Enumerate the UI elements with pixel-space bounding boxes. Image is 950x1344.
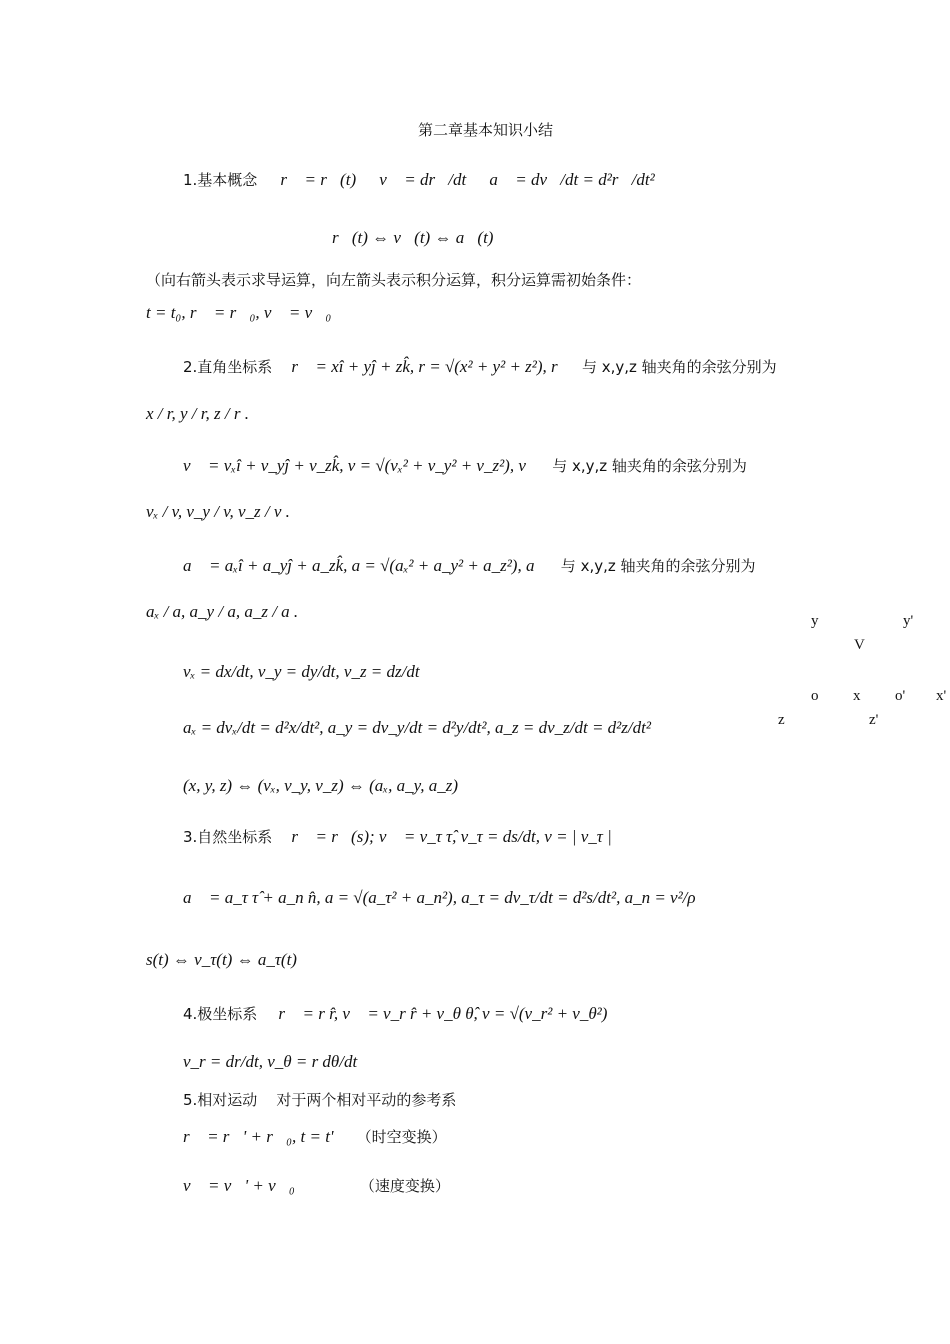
spacetime-transform: r⃗ = r⃗' + r⃗₀, t = t' xyxy=(183,1127,334,1146)
velocity-transform: v⃗ = v⃗' + v⃗₀ xyxy=(183,1176,295,1195)
initial-conditions: t = t₀, r⃗ = r⃗₀, v⃗ = v⃗₀ ） xyxy=(146,303,349,322)
velocity-transform-row xyxy=(183,1176,450,1196)
section-2-row xyxy=(183,357,777,377)
section-1-chain: r⃗(t) ⇔ v⃗(t) ⇔ a⃗(t) xyxy=(332,228,494,247)
polar-velocity: r⃗ = r r̂, v⃗ = v_r r̂ + v_θ θ̂, v = √(v_r² + v_θ²) xyxy=(278,1004,608,1023)
section-5-description: 对于两个相对平动的参考系 xyxy=(276,1091,457,1109)
position-cosine-text: 与 x,y,z 轴夹角的余弦分别为 xyxy=(581,358,777,376)
velocity-components: vₓ = dx/dt, v_y = dy/dt, v_z = dz/dt xyxy=(183,662,420,681)
acceleration-cosine-text: 与 x,y,z 轴夹角的余弦分别为 xyxy=(560,557,756,575)
velocity-direction-cosines: vₓ / v, v_y / v, v_z / v . xyxy=(146,502,290,521)
natural-coordinates-acceleration: a⃗ = a_τ τ̂ + a_n n̂, a = √(a_τ² + a_n²), a_τ = dv_τ/dt = d²s/dt², a_n = v²/ρ xyxy=(183,888,696,907)
origin-label-o: o xyxy=(811,688,819,704)
spacetime-transform-row xyxy=(183,1127,447,1147)
section-1-note: （向右箭头表示求导运算，向左箭头表示积分运算，积分运算需初始条件： xyxy=(146,271,642,289)
section-3-row xyxy=(183,827,612,847)
section-2-label: 2.直角坐标系 xyxy=(183,358,273,376)
section-1-label: 1.基本概念 xyxy=(183,171,258,189)
section-4-label: 4.极坐标系 xyxy=(183,1005,258,1023)
velocity-definition: v⃗ = dr⃗/dt xyxy=(379,170,467,189)
acceleration-row xyxy=(183,556,756,576)
acceleration-definition: a⃗ = dv⃗/dt = d²r⃗/dt² xyxy=(489,170,655,189)
axis-label-z: z xyxy=(778,712,785,728)
axis-label-x-prime: x' xyxy=(936,688,947,704)
velocity-cosine-text: 与 x,y,z 轴夹角的余弦分别为 xyxy=(552,457,747,475)
section-5-row xyxy=(183,1090,456,1110)
axis-label-z-prime: z' xyxy=(869,712,879,728)
axis-label-y-prime: y' xyxy=(903,613,914,629)
velocity-vector-cartesian: v⃗ = vₓî + v_yĵ + v_zk̂, v = √(vₓ² + v_y² + v_z²), v⃗ xyxy=(183,456,540,475)
spacetime-transform-note: （时空变换） xyxy=(356,1128,447,1146)
velocity-label: V xyxy=(854,637,865,653)
velocity-transform-note: （速度变换） xyxy=(359,1177,450,1195)
position-direction-cosines: x / r, y / r, z / r . xyxy=(146,404,249,423)
section-4-row xyxy=(183,1004,607,1024)
acceleration-components: aₓ = dvₓ/dt = d²x/dt², a_y = dv_y/dt = d²y/dt², a_z = dv_z/dt = d²z/dt² xyxy=(183,718,651,737)
polar-velocity-components: v_r = dr/dt, v_θ = r dθ/dt xyxy=(183,1052,358,1071)
position-vector-cartesian: r⃗ = xî + yĵ + zk̂, r = √(x² + y² + z²), r⃗ xyxy=(291,357,571,376)
velocity-row xyxy=(183,456,747,476)
natural-chain: s(t) ⇔ v_τ(t) ⇔ a_τ(t) xyxy=(146,950,297,969)
section-3-label: 3.自然坐标系 xyxy=(183,828,273,846)
origin-label-o-prime: o' xyxy=(895,688,906,704)
section-1-row xyxy=(183,170,655,190)
acceleration-direction-cosines: aₓ / a, a_y / a, a_z / a . xyxy=(146,602,299,621)
section-5-label: 5.相对运动 xyxy=(183,1091,258,1109)
page-title: 第二章基本知识小结 xyxy=(418,121,554,139)
cartesian-chain: (x, y, z) ⇔ (vₓ, v_y, v_z) ⇔ (aₓ, a_y, a_z) xyxy=(183,776,458,795)
position-function: r⃗ = r⃗(t) xyxy=(280,170,357,189)
acceleration-vector-cartesian: a⃗ = aₓî + a_yĵ + a_zk̂, a = √(aₓ² + a_y² + a_z²), a⃗ xyxy=(183,556,548,575)
axis-label-y: y xyxy=(811,613,819,629)
axis-label-x: x xyxy=(853,688,861,704)
natural-coordinates-velocity: r⃗ = r⃗(s); v⃗ = v_τ τ̂, v_τ = ds/dt, v = | v_τ | xyxy=(291,827,612,846)
